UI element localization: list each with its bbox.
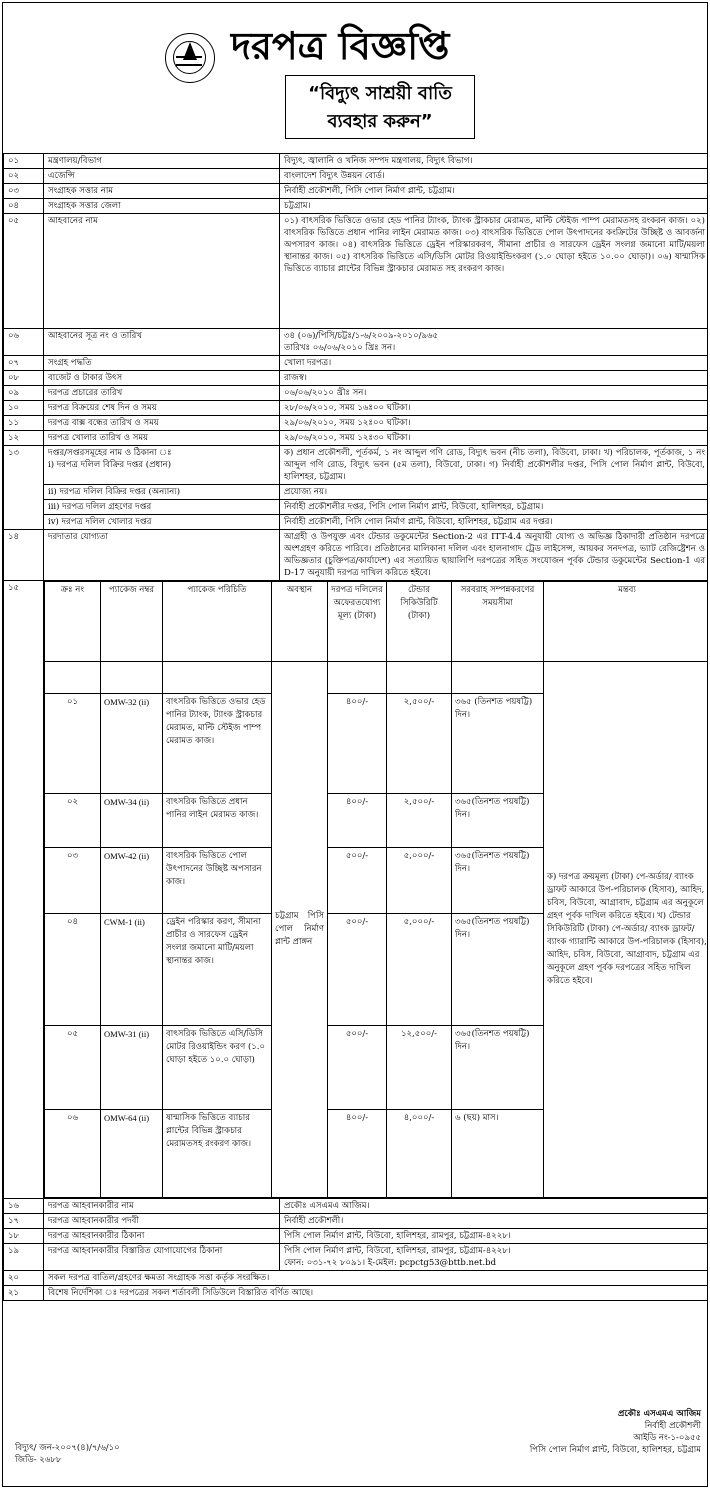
row-value: নির্বাহী প্রকৌশলী, পিসি পোল নির্মাণ প্লান্ট, চট্টগ্রাম। <box>280 184 709 199</box>
row-value-cell <box>280 329 709 356</box>
package-remarks: ক) দরপত্র ক্রয়মূল্য (টাকা) পে-অর্ডার/ ব্যাংক ড্রাফট আকারে উপ-পরিচালক (হিসাব), আহিদ, চবিস, বিউবো, আগ্রাবাদ, চট্টগ্রাম এর অনুকূলে গ্রহণ পূর্বক দাখিল করিতে হইবে। খ) টেন্ডার সিকিউরিটি (টাকা) পে-অর্ডার/ ব্যাংক ড্রাফট/ব্যাংক গ্যারান্টি আকারে উপ-পরিচালক (হিসাব), আহিদ, চবিস, বিউবো, আগ্রাবাদ, চট্টগ্রাম এর অনুকূলে গ্রহণ পূর্বক দরপত্রের সহিত দাখিল করিতে হইবে। <box>544 662 709 1198</box>
spacer-row <box>45 662 709 694</box>
package-security: ৫,০০০/- <box>387 914 452 1026</box>
row-label: এজেন্সি <box>44 169 280 184</box>
table-row <box>4 214 709 329</box>
table-row <box>4 1214 709 1229</box>
row-number: ০৮ <box>4 371 44 386</box>
row-value: প্রযোজ্য নয়। <box>280 485 709 500</box>
package-security: ১২,৫০০/- <box>387 1026 452 1110</box>
bpdb-logo-icon <box>165 33 215 83</box>
row-number: ০৩ <box>4 184 44 199</box>
signatory-id: আইডি নং-১-০৯৫৫ <box>633 1433 701 1443</box>
offices-label: দপ্তর/সপ্তরসমূহের নাম ও ঠিকানা ঃ <box>48 448 172 458</box>
row-number: ১৪ <box>4 530 44 581</box>
package-code: OMW-31 (ii) <box>101 1026 163 1110</box>
sub-label-1: i) দরপত্র দলিল বিক্রির দপ্তর (প্রধান) <box>48 460 172 470</box>
row-number: ১৯ <box>4 1244 44 1271</box>
table-row <box>4 356 709 371</box>
package-table <box>44 581 708 1198</box>
row-value: ০৬/০৬/২০১০ খ্রীঃ সন। <box>280 386 709 401</box>
package-location: চট্টগ্রাম পিসি পোল নির্মাণ প্লান্ট প্রাঙ্গন <box>272 662 328 1198</box>
row-number: ০৯ <box>4 386 44 401</box>
package-security: ৫,০০০/- <box>387 848 452 914</box>
row-label: সংগ্রাহক সত্তার জেলা <box>44 199 280 214</box>
row-label-cell <box>44 446 280 485</box>
col-header-location: অবস্থান <box>272 582 328 662</box>
row-value: ২৮/০৬/২০১০, সময় ১৬ঃ০০ ঘটিকা। <box>280 401 709 416</box>
tender-table <box>3 153 708 1301</box>
package-header-row <box>45 582 709 662</box>
package-security: ২,৫০০/- <box>387 794 452 848</box>
slogan-line-2: ব্যবহার করুন” <box>327 111 433 132</box>
row-number: ১৮ <box>4 1229 44 1244</box>
row-value: রাজস্ব। <box>280 371 709 386</box>
tender-notice-page <box>2 2 708 1487</box>
row-value: ক) প্রধান প্রকৌশলী, পূর্তকর্ম, ১ নং আব্দুল গণি রোড, বিদ্যুৎ ভবন (নীচ তলা), বিউবো, ঢাকা। খ) পরিচালক, পূর্তকাজ, ১ নং আব্দুল গণি রোড, বিদ্যুৎ ভবন (৫ম তলা), বিউবো, ঢাকা। গ) নির্বাহী প্রকৌশলীর দপ্তর, পিসি পোল নির্মাণ প্লান্ট, বিউবো, হালিশহর, চট্টগ্রাম। <box>280 446 709 485</box>
row-number: ১৩ <box>4 446 44 530</box>
table-row <box>4 1244 709 1271</box>
package-desc: বাৎসরিক ভিত্তিতে পোল উৎপাদনের উচ্ছিষ্ট অপসারন কাজ। <box>163 848 272 914</box>
row-label: দরপত্র বাক্স বন্ধের তারিখ ও সময় <box>44 416 280 431</box>
signatory-address: পিসি পোল নির্মাণ প্লান্ট, বিউবো, হালিশহর, চট্টগ্রাম <box>529 1445 701 1455</box>
notice-reference: বিদ্যুৎ/ জন-২০০৭(৪)/৭/৬/১০ <box>15 1443 120 1453</box>
row-label: দরপত্র বিক্রয়ের শেষ দিন ও সময় <box>44 401 280 416</box>
col-header-package-desc: প্যাকেজ পরিচিতি <box>163 582 272 662</box>
row-label: আহবানের সূত্র নং ও তারিখ <box>44 329 280 356</box>
row-label: দরপত্র আহবানকারীর নাম <box>44 1199 280 1214</box>
row-label: বাজেট ও টাকার উৎস <box>44 371 280 386</box>
row-label: আহবানের নাম <box>44 214 280 329</box>
row-label: দরপত্র প্রচারের তারিখ <box>44 386 280 401</box>
row-number: ২১ <box>4 1286 44 1301</box>
sub-label-4: iv) দরপত্র দলিল খোলার দপ্তর <box>44 515 280 530</box>
package-desc: ড্রেইন পরিস্কার করণ, সীমানা প্রাচীর ও সারফেস ড্রেইন সংলগ্ন জমানো মাটি/ময়লা স্থানান্তর কাজ। <box>163 914 272 1026</box>
package-price: ৪০০/- <box>328 794 387 848</box>
reference-date: তারিখঃ ০৬/০৬/২০১০ খ্রিঃ সন। <box>284 343 396 353</box>
row-number: ২০ <box>4 1271 44 1286</box>
table-row <box>4 154 709 169</box>
table-row <box>4 1271 709 1286</box>
package-time: ৩৬৫(তিনশত পয়ষট্টি) দিন। <box>452 1026 544 1110</box>
row-number: ১৬ <box>4 1199 44 1214</box>
package-price: ৫০০/- <box>328 1026 387 1110</box>
row-value-cell <box>280 1244 709 1271</box>
slogan-line-1: “বিদ্যুৎ সাশ্রয়ী বাতি <box>308 83 452 104</box>
row-label: মন্ত্রণালয়/বিভাগ <box>44 154 280 169</box>
row-value: খোলা দরপত্র। <box>280 356 709 371</box>
package-time: ৩৬৫(তিনশত পয়ষট্টি) দিন। <box>452 794 544 848</box>
reference-number: ৩৪ (০৬)/পিসি/চট্টঃ/১-৬/২০০৯-২০১০/৯৬৫ <box>284 331 439 341</box>
row-label: সংগ্রাহক সত্তার নাম <box>44 184 280 199</box>
table-row <box>4 169 709 184</box>
row-value: নির্বাহী প্রকৌশলীর দপ্তর, পিসি পোল নির্মাণ প্লান্ট, বিউবো, হালিশহর, চট্টগ্রাম। <box>280 500 709 515</box>
table-row <box>4 581 709 1199</box>
row-value: নির্বাহী প্রকৌশলী, পিসি পোল নির্মাণ প্লান্ট, বিউবো, হালিশহর, চট্টগ্রাম এর দপ্তর। <box>280 515 709 530</box>
row-number: ০৪ <box>4 199 44 214</box>
row-number: ০৭ <box>4 356 44 371</box>
package-price: ৫০০/- <box>328 848 387 914</box>
notice-title: দরপত্র বিজ্ঞপ্তি <box>231 24 450 68</box>
table-row <box>4 401 709 416</box>
package-table-cell <box>44 581 709 1199</box>
row-number: ০৫ <box>4 214 44 329</box>
package-price: ৪০০/- <box>328 1110 387 1198</box>
row-number: ০১ <box>4 154 44 169</box>
table-row <box>4 416 709 431</box>
table-row <box>4 431 709 446</box>
row-value: পিসি পোল নির্মাণ প্লান্ট, বিউবো, হালিশহর, রামপুর, চট্টগ্রাম-৪২২৮। <box>280 1229 709 1244</box>
package-sl: ০৫ <box>45 1026 101 1110</box>
row-text: বিশেষ নির্দেশিকা ঃ দরপত্রের সকল শর্তাবলী সিডিউলে বিস্তারিত বর্ণিত আছে। <box>44 1286 709 1301</box>
row-number: ১৭ <box>4 1214 44 1229</box>
row-number: ০৬ <box>4 329 44 356</box>
table-row <box>4 1199 709 1214</box>
slogan-box <box>285 75 475 139</box>
row-label: দরদাতার যোগ্যতা <box>44 530 280 581</box>
package-sl: ০২ <box>45 794 101 848</box>
table-row <box>4 485 709 500</box>
row-value: নির্বাহী প্রকৌশলী। <box>280 1214 709 1229</box>
package-time: ৩৬৫(তিনশত পয়ষট্টি) দিন। <box>452 914 544 1026</box>
col-header-package-no: প্যাকেজ নম্বর <box>101 582 163 662</box>
package-time: ৩৬৫(তিনশত পয়ষট্টি) দিন। <box>452 848 544 914</box>
row-value: প্রকৌঃ এসএমএ আজিম। <box>280 1199 709 1214</box>
row-label: দরপত্র খোলার তারিখ ও সময় <box>44 431 280 446</box>
row-value: ২৯/০৬/২০১০, সময় ১২ঃ৩০ ঘটিকা। <box>280 431 709 446</box>
row-value: ০১) বাৎসরিক ভিত্তিতে ওভার হেড পানির ট্যাংক, ট্যাংক স্ট্রাকচার মেরামত, মাল্টি স্টেইজ পাম্প মেরামতসহ রংকরন কাজ। ০২) বাৎসরিক ভিত্তিতে প্রধান পানির লাইন মেরামত কাজ। ০৩) বাৎসরিক ভিত্তিতে পোল উৎপাদনের কংক্রিটের উচ্ছিষ্ট ও আবর্জনা অপসারণ কাজ। ০৪) বাৎসরিক ভিত্তিতে ড্রেইন পরিস্কারকরণ, সীমানা প্রাচীর ও সারফেস ড্রেইন সংলগ্ন জমানো মাটি/ময়লা স্থানান্তর কাজ। ০৫) বাৎসরিক ভিত্তিতে এসি/ডিসি মোটর রিওয়াইন্ডিংকরণ (১.০ ঘোড়া হইতে ১০.০০ ঘোড়া)। ০৬) ষান্মাসিক ভিত্তিতে ব্যাচার প্লান্টের বিভিন্ন স্ট্রাকচার মেরামত সহ রংকরণ কাজ। <box>280 214 709 329</box>
row-value: আগ্রহী ও উপযুক্ত এবং টেন্ডার ডকুমেন্টের Section-2 এর ITT-4.4 অনুযায়ী যোগ্য ও অভিজ্ঞ ঠিকাদারী প্রতিষ্ঠান দরপত্রে অংশগ্রহণ করিতে পারিবে। প্রতিষ্ঠানের মালিকানা দলিল এবং হালনাগাদ ট্রেড লাইসেন্স, আয়কর সনদপত্র, ভ্যাট রেজিষ্ট্রেশন ও অভিজ্ঞতার (চুক্তিপত্র/কার্যাদেশ) এর সত্যায়িত ছায়ালিপি দরপত্রের সহিত সংযোজন পূর্বক টেন্ডার ডকুমেন্টের Section-1 এর D-17 অনুযায়ী দরপত্র দাখিল করিতে হইবে। <box>280 530 709 581</box>
table-row <box>4 1229 709 1244</box>
package-code: OMW-64 (ii) <box>101 1110 163 1198</box>
package-price: ৪০০/- <box>328 694 387 794</box>
row-text: সকল দরপত্র বাতিল/গ্রহণের ক্ষমতা সংগ্রাহক সত্তা কর্তৃক সংরক্ষিত। <box>44 1271 709 1286</box>
table-row <box>4 199 709 214</box>
col-header-remarks: মন্তব্য <box>544 582 709 662</box>
col-header-security: টেন্ডার সিকিউরিটি (টাকা) <box>387 582 452 662</box>
sub-label-3: iii) দরপত্র দলিল গ্রহণের দপ্তর <box>44 500 280 515</box>
table-row <box>4 515 709 530</box>
row-number: ১৫ <box>4 581 44 1199</box>
notice-footer <box>3 1408 708 1487</box>
row-number: ১১ <box>4 416 44 431</box>
col-header-doc-price: দরপত্র দলিলের অফেরতযোগ্য মূল্য (টাকা) <box>328 582 387 662</box>
table-row <box>4 1286 709 1301</box>
table-row <box>4 530 709 581</box>
notice-header <box>3 3 707 148</box>
package-sl: ০৪ <box>45 914 101 1026</box>
sub-label-2: ii) দরপত্র দলিল বিক্রির দপ্তর (অন্যান্য) <box>44 485 280 500</box>
table-row <box>4 371 709 386</box>
contact-phone-email: ফোন: ০৩১-৭২ ৮০৯১। ই-মেইল: pcpctg53@bttb.net.bd <box>284 1258 497 1268</box>
package-code: OMW-42 (ii) <box>101 848 163 914</box>
package-desc: বাৎসরিক ভিত্তিতে প্রধান পানির লাইন মেরামত কাজ। <box>163 794 272 848</box>
package-desc: বাৎসরিক ভিত্তিতে ওভার হেড পানির ট্যাংক, ট্যাংক স্ট্রাকচার মেরামত, মাল্টি স্টেইজ পাম্প মেরামত কাজ। <box>163 694 272 794</box>
row-number: ১২ <box>4 431 44 446</box>
package-sl: ০৩ <box>45 848 101 914</box>
col-header-sl: ক্রঃ নং <box>45 582 101 662</box>
table-row <box>4 329 709 356</box>
table-row <box>4 500 709 515</box>
package-time: ৬ (ছয়) মাস। <box>452 1110 544 1198</box>
package-desc: ষান্মাসিক ভিত্তিতে ব্যাচার প্লান্টের বিভিন্ন স্ট্রাকচার মেরামতসহ রংকরণ কাজ। <box>163 1110 272 1198</box>
row-value: বাংলাদেশ বিদ্যুৎ উন্নয়ন বোর্ড। <box>280 169 709 184</box>
row-label: দরপত্র আহবানকারীর বিস্তারিত যোগাযোগের ঠিকানা <box>44 1244 280 1271</box>
row-label: সংগ্রহ পদ্ধতি <box>44 356 280 371</box>
table-row <box>4 446 709 485</box>
package-desc: বাৎসরিক ভিত্তিতে এসি/ডিসি মোটর রিওয়াইন্ডিং করণ (১.০ ঘোড়া হইতে ১০.০ ঘোড়া) <box>163 1026 272 1110</box>
package-code: OMW-32 (ii) <box>101 694 163 794</box>
row-label: দরপত্র আহবানকারীর পদবী <box>44 1214 280 1229</box>
row-value: ২৯/০৬/২০১০, সময় ১২ঃ০০ ঘটিকা। <box>280 416 709 431</box>
col-header-time: সরবরাহ সম্পন্নকরণের সময়সীমা <box>452 582 544 662</box>
row-value: চট্টগ্রাম। <box>280 199 709 214</box>
row-value: বিদ্যুৎ, জ্বালানি ও খনিজ সম্পদ মন্ত্রণালয়, বিদ্যুৎ বিভাগ। <box>280 154 709 169</box>
package-sl: ০৬ <box>45 1110 101 1198</box>
package-code: CWM-1 (ii) <box>101 914 163 1026</box>
signature-block <box>530 1408 701 1456</box>
package-time: ৩৬৫ (তিনশত পয়ষট্টি) দিন। <box>452 694 544 794</box>
package-code: OMW-34 (ii) <box>101 794 163 848</box>
row-label: দরপত্র আহবানকারীর ঠিকানা <box>44 1229 280 1244</box>
row-number: ১০ <box>4 401 44 416</box>
signatory-title: নির্বাহী প্রকৌশলী <box>644 1421 701 1431</box>
contact-address: পিসি পোল নির্মাণ প্লান্ট, বিউবো, হালিশহর, রামপুর, চট্টগ্রাম-৪২২৮। <box>284 1246 511 1256</box>
row-number: ০২ <box>4 169 44 184</box>
reference-block <box>15 1442 120 1466</box>
package-security: ২,৫০০/- <box>387 694 452 794</box>
package-price: ৫০০/- <box>328 914 387 1026</box>
package-security: ৪,০০০/- <box>387 1110 452 1198</box>
table-row <box>4 386 709 401</box>
gd-number: জিডি- ২৬৮৮ <box>15 1455 62 1465</box>
package-sl: ০১ <box>45 694 101 794</box>
signatory-name: প্রকৌঃ এসএমএ আজিম <box>618 1409 701 1419</box>
table-row <box>4 184 709 199</box>
